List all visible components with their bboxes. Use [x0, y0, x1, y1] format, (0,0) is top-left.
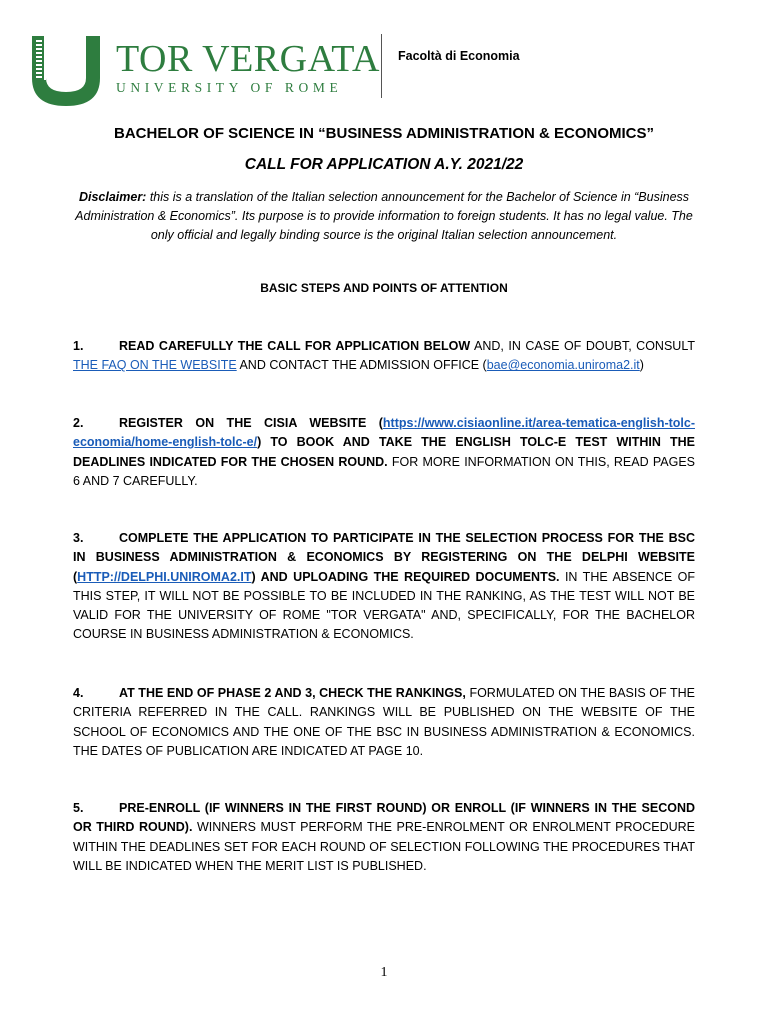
step-bold: ) TO BOOK AND TAKE THE ENGLISH TOLC-E TEST WITHIN THE DEADLINES INDICATED FOR THE CHOSEN ROUND.: [73, 435, 695, 469]
call-title: CALL FOR APPLICATION A.Y. 2021/22: [244, 156, 524, 173]
document-title: BACHELOR OF SCIENCE IN “BUSINESS ADMINISTRATION & ECONOMICS”: [113, 125, 655, 142]
disclaimer-label: Disclaimer:: [78, 190, 147, 204]
step-number: 5.: [73, 801, 84, 815]
step-number: 4.: [73, 686, 84, 700]
step-bold: ) AND UPLOADING THE REQUIRED DOCUMENTS.: [251, 569, 560, 584]
disclaimer-text: this is a translation of the Italian selection announcement for the Bachelor of Science in “Business Administration & Economics”. Its purpose is to provide information to foreign students. It has no legal value. The only official and legally binding source is the original Italian selection announcement.: [75, 190, 693, 242]
step-number: 2.: [73, 416, 84, 430]
university-subtitle: UNIVERSITY OF ROME: [116, 80, 343, 95]
step-text: WINNERS MUST PERFORM THE PRE-ENROLMENT OR ENROLMENT PROCEDURE WITHIN THE DEADLINES SET FOR EACH ROUND OF SELECTION FOLLOWING THE PROCEDURES THAT WILL BE INDICATED WHEN THE MERIT LIST IS PUBLISHED.: [73, 820, 696, 873]
step-item: [73, 337, 695, 376]
step-text: AND, IN CASE OF DOUBT, CONSULT: [470, 339, 695, 353]
university-brand: [116, 40, 380, 96]
step-text: ): [639, 358, 644, 373]
disclaimer: [72, 188, 696, 245]
header-divider: [381, 34, 382, 98]
admission-email-link[interactable]: bae@economia.uniroma2.it: [486, 358, 640, 373]
delphi-link[interactable]: HTTP://DELPHI.UNIROMA2.IT: [77, 569, 252, 584]
step-text: FORMULATED ON THE BASIS OF THE CRITERIA REFERRED IN THE CALL. RANKINGS WILL BE PUBLISHED ON THE WEBSITE OF THE SCHOOL OF ECONOMICS AND THE ONE OF THE BSC IN BUSINESS ADMINISTRATION & ECONOMICS. THE DATES OF PUBLICATION ARE INDICATED AT PAGE 10.: [73, 686, 695, 758]
step-bold: COMPLETE THE APPLICATION TO PARTICIPATE IN THE SELECTION PROCESS FOR THE BSC IN BUSINESS ADMINISTRATION & ECONOMICS BY REGISTERING ON THE DELPHI WEBSITE (: [73, 531, 695, 584]
step-bold: REGISTER ON THE CISIA WEBSITE (: [119, 416, 383, 430]
step-number: 3.: [73, 531, 84, 545]
page-number: 1: [380, 965, 388, 980]
step-item: [73, 684, 695, 761]
faculty-label: Facoltà di Economia: [398, 49, 520, 63]
step-text: AND CONTACT THE ADMISSION OFFICE (: [236, 358, 487, 373]
tor-vergata-emblem-icon: [30, 34, 102, 108]
step-text: IN THE ABSENCE OF THIS STEP, IT WILL NOT BE POSSIBLE TO BE INCLUDED IN THE RANKING, AS THE TEST WILL NOT BE VALID FOR THE UNIVERSITY OF ROME "TOR VERGATA" AND, SPECIFICALLY, FOR THE BACHELOR COURSE IN BUSINESS ADMINISTRATION & ECONOMICS.: [73, 569, 695, 642]
step-number: 1.: [73, 339, 84, 353]
cisia-link[interactable]: https://www.cisiaonline.it/area-tematica-english-tolc-economia/home-english-tolc-e/: [73, 416, 695, 450]
steps-heading: BASIC STEPS AND POINTS OF ATTENTION: [260, 281, 508, 295]
university-logo: [30, 34, 102, 108]
step-bold: PRE-ENROLL (IF WINNERS IN THE FIRST ROUND) OR ENROLL (IF WINNERS IN THE SECOND OR THIRD ROUND).: [73, 801, 695, 835]
university-name: TOR VERGATA: [116, 38, 380, 80]
step-item: [73, 799, 695, 876]
step-text: FOR MORE INFORMATION ON THIS, READ PAGES 6 AND 7 CAREFULLY.: [73, 454, 695, 488]
step-item: [73, 529, 695, 645]
step-bold: READ CAREFULLY THE CALL FOR APPLICATION BELOW: [119, 339, 471, 353]
step-bold: AT THE END OF PHASE 2 AND 3, CHECK THE RANKINGS,: [119, 686, 466, 700]
step-item: [73, 414, 695, 491]
faq-link[interactable]: THE FAQ ON THE WEBSITE: [73, 358, 237, 373]
